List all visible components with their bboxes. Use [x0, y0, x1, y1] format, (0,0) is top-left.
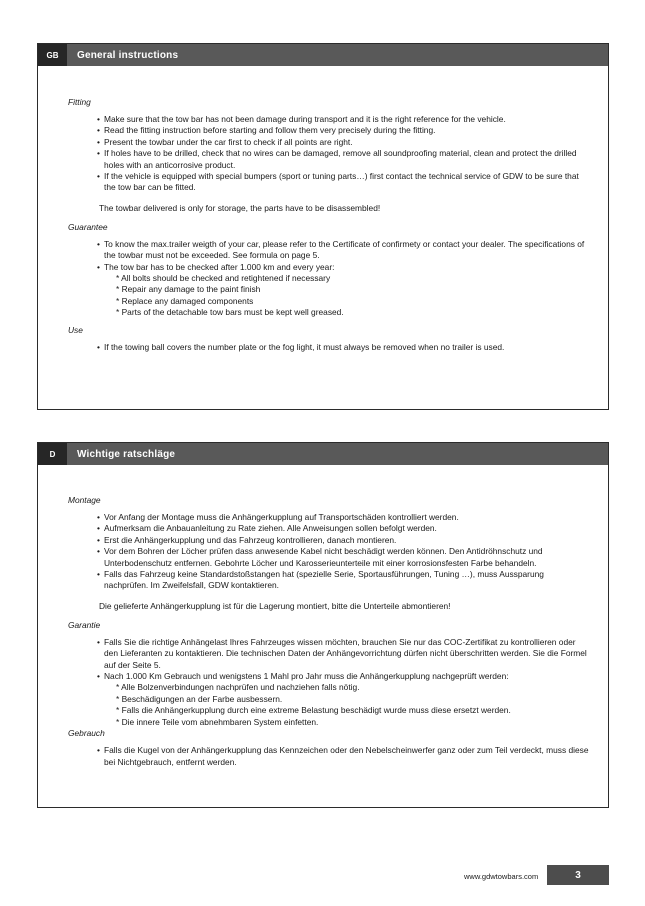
page-number: 3 [547, 865, 609, 885]
list-item: • If holes have to be drilled, check that no wires can be damaged, remove all soundproofing material, clean and protect the drilled holes with an anticorrosive product. [98, 148, 590, 171]
storage-note: The towbar delivered is only for storage, the parts have to be disassembled! [99, 202, 381, 213]
check-item: * Die innere Teile vom abnehmbaren System einfetten. [116, 716, 319, 727]
check-item: * Parts of the detachable tow bars must be kept well greased. [116, 307, 344, 318]
language-tag: GB [38, 44, 67, 66]
subheading-use: Use [68, 324, 83, 335]
subheading-garantie: Garantie [68, 619, 101, 630]
check-list [68, 273, 590, 319]
list-item: • Aufmerksam die Anbauanleitung zu Rate ziehen. Alle Anweisungen sollen befolgt werden. [98, 523, 590, 534]
list-item: • Present the towbar under the car first to check if all points are right. [98, 137, 590, 148]
subheading-montage: Montage [68, 495, 101, 505]
storage-note: Die gelieferte Anhängerkupplung ist für die Lagerung montiert, bitte die Unterteile abmontieren! [99, 600, 451, 611]
list-item: • Make sure that the tow bar has not been damage during transport and it is the right reference for the vehicle. [98, 114, 590, 125]
list-item: • To know the max.trailer weigth of your car, please refer to the Certificate of confirmety or contact your dealer. The specifications of the towbar must not be exceeded. See formula on page 5. [98, 239, 590, 262]
use-list [68, 342, 590, 353]
subheading-fitting: Fitting [68, 97, 91, 107]
subheading-gebrauch: Gebrauch [68, 728, 105, 739]
list-item: • If the towing ball covers the number plate or the fog light, it must always be removed when no trailer is used. [98, 342, 590, 353]
check-list [68, 682, 590, 728]
check-item: * Beschädigungen an der Farbe ausbessern. [116, 693, 283, 704]
check-item: * Falls die Anhängerkupplung durch eine extreme Belastung beschädigt wurde muss diese ersetzt werden. [116, 705, 511, 716]
gebrauch-list [68, 745, 590, 768]
section-header [38, 443, 608, 465]
section-general-instructions [37, 43, 609, 410]
section-title: Wichtige ratschläge [77, 448, 176, 460]
guarantee-list [68, 239, 590, 273]
language-tag: D [38, 443, 67, 465]
check-item: * Alle Bolzenverbindungen nachprüfen und nachziehen falls nötig. [116, 682, 360, 693]
montage-list [68, 512, 590, 592]
check-item: * All bolts should be checked and retightened if necessary [116, 273, 331, 284]
section-title: General instructions [77, 49, 179, 61]
list-item: • Nach 1.000 Km Gebrauch und wenigstens 1 Mahl pro Jahr muss die Anhängerkupplung nachgeprüft werden: [98, 671, 590, 682]
list-item: • Vor dem Bohren der Löcher prüfen dass anwesende Kabel nicht beschädigt werden können. Den Antidröhnschutz und Unterbodenschutz entfernen. Gebohrte Löcher und Karosserieunterteile mit einer korrosionsfesten Farbe behandeln. [98, 546, 590, 569]
website-url: www.gdwtowbars.com [464, 872, 539, 881]
check-item: * Repair any damage to the paint finish [116, 284, 261, 295]
subheading-guarantee: Guarantee [68, 221, 108, 232]
list-item: • If the vehicle is equipped with special bumpers (sport or tuning parts…) first contact the technical service of GDW to be sure that the tow bar can be fitted. [98, 171, 590, 194]
list-item: • The tow bar has to be checked after 1.000 km and every year: [98, 262, 590, 273]
list-item: • Falls die Kugel von der Anhängerkupplung das Kennzeichen oder den Nebelscheinwerfer ganz oder zum Teil verdeckt, muss diese bei Nichtgebrauch, entfernt werden. [98, 745, 590, 768]
garantie-list [68, 637, 590, 683]
list-item: • Read the fitting instruction before starting and follow them very precisely during the fitting. [98, 125, 590, 136]
check-item: * Replace any damaged components [116, 295, 254, 306]
list-item: • Erst die Anhängerkupplung und das Fahrzeug kontrollieren, danach montieren. [98, 535, 590, 546]
list-item: • Vor Anfang der Montage muss die Anhängerkupplung auf Transportschäden kontrolliert werden. [98, 512, 590, 523]
list-item: • Falls das Fahrzeug keine Standardstoßstangen hat (spezielle Serie, Sportausführungen, Tuning …), muss Aussparung nachprüfen. Im Zweifelsfall, GDW kontaktieren. [98, 569, 590, 592]
fitting-list [68, 114, 590, 194]
section-wichtige-ratschlaege [37, 442, 609, 808]
list-item: • Falls Sie die richtige Anhängelast Ihres Fahrzeuges wissen möchten, brauchen Sie nur das COC-Zertifikat zu kontrollieren oder den Lieferanten zu kontaktieren. Die technischen Daten der Anhängevorrichtung dürfen nicht überschritten werden. Sie die Formel auf der Seite 5. [98, 637, 590, 671]
section-header [38, 44, 608, 66]
